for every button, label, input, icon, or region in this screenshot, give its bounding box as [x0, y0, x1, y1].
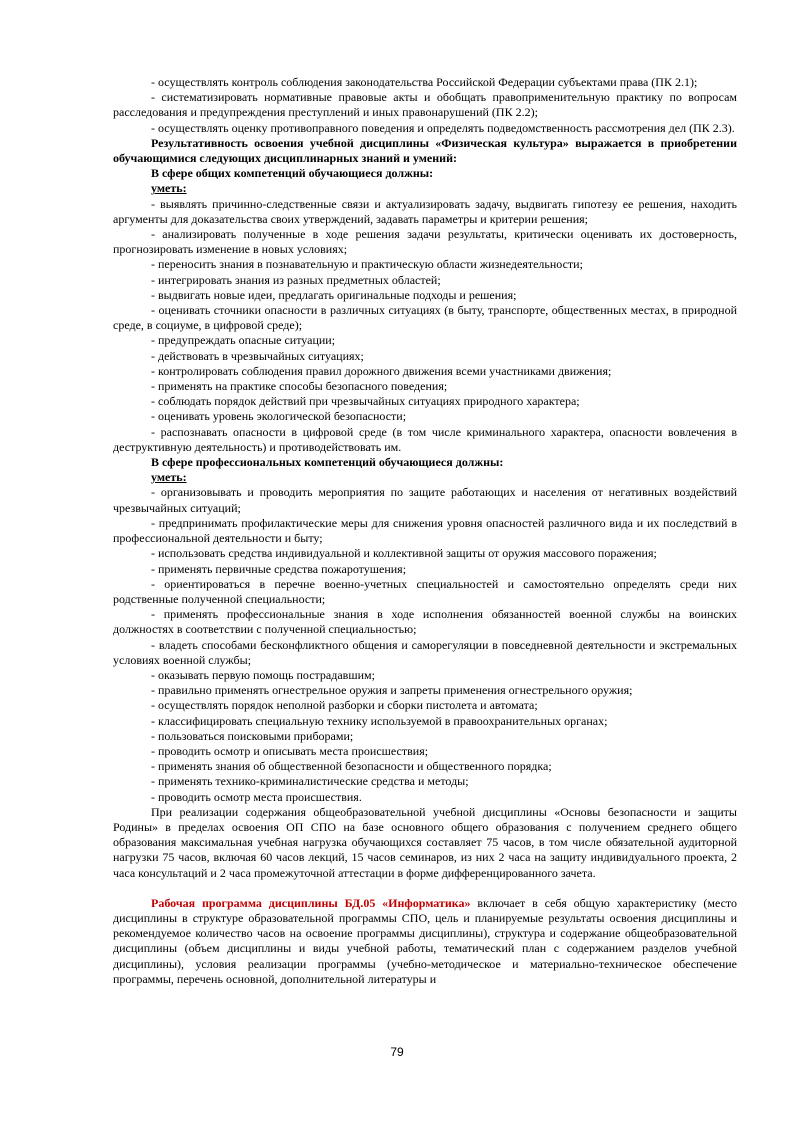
list-item: - проводить осмотр и описывать места происшествия; [151, 743, 429, 758]
results-heading: Результативность освоения учебной дисциплины «Физическая культура» выражается в приобретении обучающимися следующих дисциплинарных знаний и умений: [113, 135, 737, 166]
list-item: - оценивать уровень экологической безопасности; [151, 409, 407, 424]
list-item: - применять технико-криминалистические средства и методы; [151, 774, 469, 789]
list-item: - выявлять причинно-следственные связи и актуализировать задачу, выдвигать гипотезу ее решения, находить аргументы для доказательства своих утверждений, задавать параметры и критерии решения; [113, 196, 737, 226]
list-item: - правильно применять огнестрельное оружия и запреты применения огнестрельного оружия; [151, 683, 633, 698]
list-item: - выдвигать новые идеи, предлагать оригинальные подходы и решения; [151, 287, 517, 302]
umet-label: уметь: [151, 470, 187, 485]
umet-label: уметь: [151, 181, 187, 196]
paragraph: - систематизировать нормативные правовые акты и обобщать правоприменительную практику по вопросам расследования и предупреждения преступлений и иных правонарушений (ПК 2.2); [113, 90, 737, 120]
list-item: - ориентироваться в перечне военно-учетных специальностей и самостоятельно определять среди них родственные полученной специальности; [113, 576, 737, 606]
general-competence-heading: В сфере общих компетенций обучающиеся должны: [151, 166, 434, 181]
list-item: - применять профессиональные знания в ходе исполнения обязанностей военной службы на воинских должностях в соответствии с полученной специальностью; [113, 607, 737, 637]
list-item: - оценивать сточники опасности в различных ситуациях (в быту, транспорте, общественных местах, в природной среде, в социуме, в цифровой среде); [113, 303, 737, 333]
list-item: - анализировать полученные в ходе решения задачи результаты, критически оценивать их достоверность, прогнозировать изменение в новых условиях; [113, 227, 737, 257]
paragraph: - осуществлять оценку противоправного поведения и определять подведомственность рассмотрения дел (ПК 2.3). [151, 120, 735, 135]
list-item: - пользоваться поисковыми приборами; [151, 728, 354, 743]
list-item: - распознавать опасности в цифровой среде (в том числе криминального характера, опасности вовлечения в деструктивную деятельность) и противодействовать им. [113, 424, 737, 454]
summary-paragraph: При реализации содержания общеобразовательной учебной дисциплины «Основы безопасности и защиты Родины» в пределах освоения ОП СПО на базе основного общего образования с получением среднего общего образования максимальная учебная нагрузка обучающихся составляет 75 часов, в том числе обязательной аудиторной нагрузки 75 часов, включая 60 часов лекций, 15 часов семинаров, из них 2 часа на защиту индивидуального проекта, 2 часа консультаций и 2 часа промежуточной аттестации в форме дифференцированного зачета. [113, 804, 737, 880]
list-item: - владеть способами бесконфликтного общения и саморегуляции в повседневной деятельности и экстремальных условиях военной службы; [113, 637, 737, 667]
page-number: 79 [390, 1045, 404, 1059]
paragraph: - осуществлять контроль соблюдения законодательства Российской Федерации субъектами права (ПК 2.1); [151, 75, 698, 89]
list-item: - осуществлять порядок неполной разборки и сборки пистолета и автомата; [151, 698, 538, 713]
list-item: - применять на практике способы безопасного поведения; [151, 379, 448, 394]
list-item: - классифицировать специальную технику используемой в правоохранительных органах; [151, 713, 608, 728]
professional-competence-heading: В сфере профессиональных компетенций обучающиеся должны: [151, 455, 504, 470]
informatics-program-title: Рабочая программа дисциплины БД.05 «Информатика» [151, 895, 471, 910]
list-item: - предупреждать опасные ситуации; [151, 333, 336, 348]
list-item: - применять первичные средства пожаротушения; [151, 561, 407, 576]
list-item: - интегрировать знания из разных предметных областей; [151, 272, 441, 287]
list-item: - предпринимать профилактические меры для снижения уровня опасностей различного вида и их последствий в профессиональной деятельности и быту; [113, 515, 737, 546]
list-item: - организовывать и проводить мероприятия по защите работающих и населения от негативных воздействий чрезвычайных ситуаций; [113, 485, 737, 515]
list-item: - применять знания об общественной безопасности и общественного порядка; [151, 759, 552, 774]
list-item: - оказывать первую помощь пострадавшим; [151, 667, 375, 682]
document-page [113, 75, 737, 987]
list-item: - действовать в чрезвычайных ситуациях; [151, 348, 364, 363]
informatics-description: включает в себя общую характеристику (место дисциплины в структуре образовательной программы СПО, цель и планируемые результаты освоения дисциплины и рекомендуемое количество часов на освоение программы дисциплины), структура и содержание общеобразовательной дисциплины (объем дисциплины и виды учебной работы, тематический план с содержанием разделов учебной дисциплины), условия реализации программы (учебно-методическое и материально-техническое обеспечение программы, перечень основной, дополнительной литературы и [113, 895, 737, 986]
informatics-paragraph [113, 896, 737, 987]
list-item: - соблюдать порядок действий при чрезвычайных ситуациях природного характера; [151, 394, 580, 409]
list-item: - использовать средства индивидуальной и коллективной защиты от оружия массового поражения; [151, 546, 657, 561]
list-item: - проводить осмотр места происшествия. [151, 789, 362, 804]
list-item: - переносить знания в познавательную и практическую области жизнедеятельности; [151, 257, 583, 272]
list-item: - контролировать соблюдения правил дорожного движения всеми участниками движения; [151, 363, 612, 378]
blank-line [113, 881, 737, 896]
